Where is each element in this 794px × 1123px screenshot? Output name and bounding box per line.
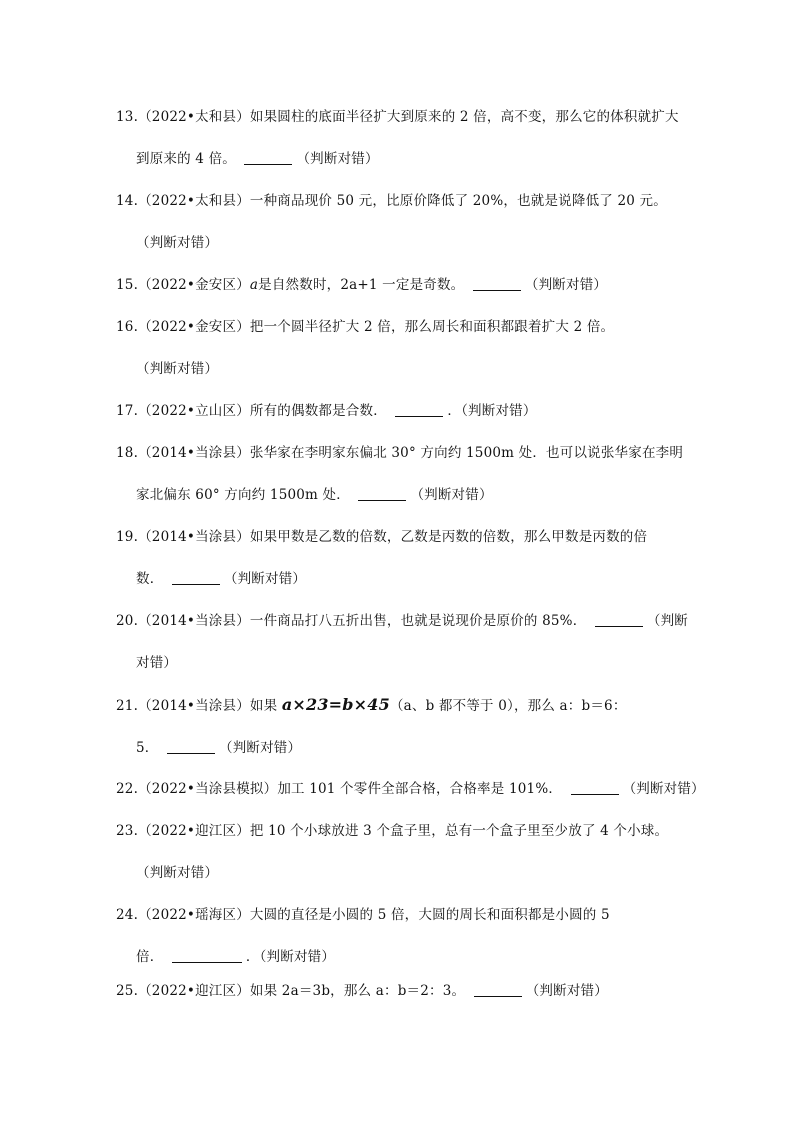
question-24 xyxy=(116,894,686,978)
answer-blank[interactable] xyxy=(172,948,242,963)
question-number: 22. xyxy=(116,781,139,797)
question-23 xyxy=(116,810,686,894)
question-source: （2022•当涂县模拟） xyxy=(138,781,278,797)
question-text: 大圆的直径是小圆的 5 倍，大圆的周长和面积都是小圆的 5 xyxy=(249,907,610,923)
question-text: 如果圆柱的底面半径扩大到原来的 2 倍，高不变，那么它的体积就扩大 xyxy=(249,109,679,125)
question-source: （2022•立山区） xyxy=(138,403,250,419)
question-number: 17. xyxy=(116,403,139,419)
question-14 xyxy=(116,180,686,264)
question-source: （2014•当涂县） xyxy=(138,698,250,714)
judge-instruction: ．（判断对错） xyxy=(447,403,537,419)
judge-instruction: （判断对错） xyxy=(136,235,219,251)
answer-blank[interactable] xyxy=(244,150,292,165)
question-number: 15. xyxy=(116,277,139,293)
question-text: 张华家在李明家东偏北 30° 方向约 1500m 处．也可以说张华家在李明 xyxy=(249,445,684,461)
question-text: 加工 101 个零件全部合格，合格率是 101%． xyxy=(277,781,563,797)
question-number: 24. xyxy=(116,907,139,923)
question-source: （2022•金安区） xyxy=(138,277,250,293)
judge-instruction: （判断对错） xyxy=(524,277,608,293)
question-text: 如果 xyxy=(249,698,278,714)
judge-instruction: （判断对错） xyxy=(622,781,705,797)
question-22 xyxy=(116,768,705,810)
question-number: 25. xyxy=(116,983,139,999)
question-source: （2022•太和县） xyxy=(138,193,250,209)
question-text: 如果 2a＝3b，那么 a：b＝2：3。 xyxy=(249,983,466,999)
math-expression: a×23=b×45 xyxy=(281,695,390,714)
question-source: （2014•当涂县） xyxy=(138,613,250,629)
judge-instruction: （判断对错） xyxy=(136,361,219,377)
question-text: 一种商品现价 50 元，比原价降低了 20%，也就是说降低了 20 元。 xyxy=(249,193,667,209)
judge-instruction: （判断对错） xyxy=(223,571,307,587)
question-13 xyxy=(116,96,686,180)
question-text: 家北偏东 60° 方向约 1500m 处． xyxy=(136,487,350,503)
question-text: 所有的偶数都是合数． xyxy=(249,403,387,419)
question-18 xyxy=(116,432,686,516)
question-number: 14. xyxy=(116,193,139,209)
question-text: 如果甲数是乙数的倍数，乙数是丙数的倍数，那么甲数是丙数的倍 xyxy=(249,529,648,545)
question-25 xyxy=(116,970,686,1012)
judge-instruction: （判断对错） xyxy=(410,487,493,503)
question-20 xyxy=(116,600,689,684)
question-source: （2022•金安区） xyxy=(138,319,250,335)
question-source: （2022•迎江区） xyxy=(138,823,250,839)
judge-instruction: （判断对错） xyxy=(296,151,379,167)
question-text: 一件商品打八五折出售，也就是说现价是原价的 85%． xyxy=(249,613,587,629)
question-17 xyxy=(116,390,686,432)
question-number: 23. xyxy=(116,823,139,839)
judge-instruction: （判断对错） xyxy=(219,740,302,756)
answer-blank[interactable] xyxy=(473,276,521,291)
answer-blank[interactable] xyxy=(358,486,406,501)
question-number: 21. xyxy=(116,698,139,714)
question-number: 13. xyxy=(116,109,139,125)
question-number: 19. xyxy=(116,529,139,545)
question-number: 16. xyxy=(116,319,139,335)
judge-instruction: （判断对错） xyxy=(136,865,219,881)
question-text: 把 10 个小球放进 3 个盒子里，总有一个盒子里至少放了 4 个小球。 xyxy=(249,823,669,839)
question-16 xyxy=(116,306,686,390)
question-21 xyxy=(116,684,686,769)
answer-blank[interactable] xyxy=(474,982,522,997)
judge-instruction-continued: 对错） xyxy=(136,655,178,671)
answer-blank[interactable] xyxy=(595,612,643,627)
question-number: 20. xyxy=(116,613,139,629)
judge-instruction: ．（判断对错） xyxy=(245,949,336,965)
answer-blank[interactable] xyxy=(167,739,215,754)
question-source: （2014•当涂县） xyxy=(138,529,250,545)
question-text: 到原来的 4 倍。 xyxy=(136,151,236,167)
question-15 xyxy=(116,264,686,306)
question-19 xyxy=(116,516,686,600)
question-source: （2022•瑶海区） xyxy=(138,907,250,923)
question-source: （2022•迎江区） xyxy=(138,983,250,999)
variable: a xyxy=(249,277,259,293)
question-text: （a、b 都不等于 0），那么 a：b＝6： xyxy=(389,698,627,714)
question-text: 倍． xyxy=(136,949,164,965)
question-number: 18. xyxy=(116,445,139,461)
question-text: 5． xyxy=(136,740,159,756)
question-source: （2014•当涂县） xyxy=(138,445,250,461)
question-source: （2022•太和县） xyxy=(138,109,250,125)
question-text: 数． xyxy=(136,571,164,587)
judge-instruction: （判断对错） xyxy=(525,983,608,999)
question-text: 是自然数时，2a+1 一定是奇数。 xyxy=(258,277,465,293)
answer-blank[interactable] xyxy=(571,780,619,795)
answer-blank[interactable] xyxy=(172,570,220,585)
judge-instruction: （判断 xyxy=(646,613,689,629)
question-text: 把一个圆半径扩大 2 倍，那么周长和面积都跟着扩大 2 倍。 xyxy=(249,319,615,335)
answer-blank[interactable] xyxy=(395,402,443,417)
